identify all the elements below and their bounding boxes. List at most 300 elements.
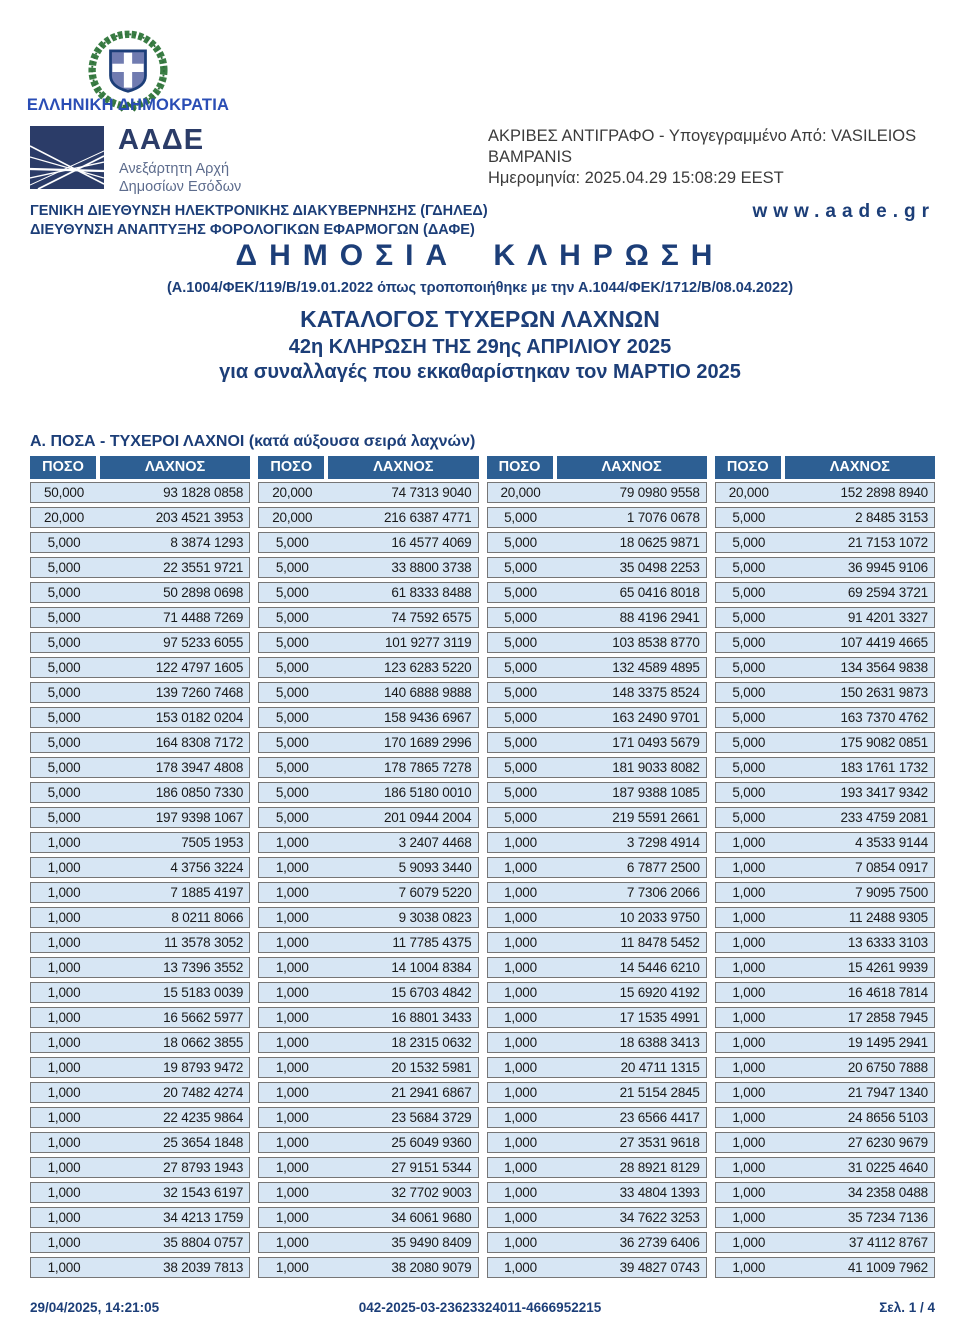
prize-amount: 1,000 xyxy=(732,1260,766,1275)
prize-amount: 5,000 xyxy=(275,710,309,725)
prize-amount: 5,000 xyxy=(504,785,537,800)
prize-amount: 5,000 xyxy=(504,685,537,700)
table-row-cell xyxy=(258,682,478,703)
prize-amount: 1,000 xyxy=(504,885,537,900)
table-group-4 xyxy=(715,456,935,1282)
winning-number: 11 7785 4375 xyxy=(392,935,472,950)
prize-amount: 5,000 xyxy=(504,635,537,650)
table-row-cell xyxy=(715,1132,935,1153)
winning-number: 178 7865 7278 xyxy=(384,760,472,775)
prize-amount: 1,000 xyxy=(504,1060,537,1075)
page-title: ΔΗΜΟΣΙΑ ΚΛΗΡΩΣΗ xyxy=(235,239,725,272)
draw-subtitle: για συναλλαγές που εκκαθαρίστηκαν τον ΜΑΡΤΙΟ 2025 xyxy=(219,361,741,383)
prize-amount: 1,000 xyxy=(47,960,81,975)
table-row-cell xyxy=(258,1107,478,1128)
table-row-cell xyxy=(30,932,250,953)
table-row-cell xyxy=(487,1257,707,1278)
table-row-cell xyxy=(487,807,707,828)
winning-number: 2 8485 3153 xyxy=(855,510,928,525)
table-row-cell xyxy=(30,832,250,853)
prize-amount: 1,000 xyxy=(47,1060,81,1075)
table-row-cell xyxy=(30,1057,250,1078)
table-row-cell xyxy=(715,907,935,928)
website-link[interactable]: www.aade.gr xyxy=(752,201,935,222)
table-row-cell xyxy=(715,957,935,978)
table-row-cell xyxy=(258,1132,478,1153)
table-row-cell xyxy=(258,532,478,553)
winning-number: 37 4112 8767 xyxy=(848,1235,928,1250)
prize-amount: 1,000 xyxy=(504,1235,537,1250)
table-row-cell xyxy=(487,682,707,703)
winning-number: 31 0225 4640 xyxy=(847,1160,928,1175)
table-row-cell xyxy=(30,882,250,903)
table-row-cell xyxy=(715,932,935,953)
prize-amount: 5,000 xyxy=(47,535,81,550)
winning-number: 35 0498 2253 xyxy=(619,560,700,575)
winning-number: 163 7370 4762 xyxy=(840,710,928,725)
winning-number: 10 2033 9750 xyxy=(619,910,700,925)
prize-amount: 5,000 xyxy=(732,610,766,625)
prize-amount: 1,000 xyxy=(47,935,81,950)
winning-number: 61 8333 8488 xyxy=(391,585,472,600)
directorate-line2: ΔΙΕΥΘΥΝΣΗ ΑΝΑΠΤΥΞΗΣ ΦΟΡΟΛΟΓΙΚΩΝ ΕΦΑΡΜΟΓΩΝ (ΔΑΦΕ) xyxy=(30,222,475,238)
table-row-cell xyxy=(258,557,478,578)
prize-amount: 1,000 xyxy=(504,860,537,875)
table-row-cell xyxy=(715,657,935,678)
winning-number: 163 2490 9701 xyxy=(612,710,700,725)
winning-number: 15 4261 9939 xyxy=(847,960,928,975)
prize-amount: 1,000 xyxy=(732,860,766,875)
aade-subtitle-line2: Δημοσίων Εσόδων xyxy=(119,179,242,195)
table-row-cell xyxy=(258,1232,478,1253)
winning-number: 183 1761 1732 xyxy=(840,760,928,775)
prize-amount: 5,000 xyxy=(732,585,766,600)
table-row-cell xyxy=(487,857,707,878)
prize-amount: 5,000 xyxy=(504,660,537,675)
table-row-cell xyxy=(487,1132,707,1153)
table-row-cell xyxy=(258,1082,478,1103)
signature-line1: ΑΚΡΙΒΕΣ ΑΝΤΙΓΡΑΦΟ - Υπογεγραμμένο Από: VASILEIOS BAMPANIS xyxy=(488,127,917,166)
prize-amount: 5,000 xyxy=(732,785,766,800)
table-row-cell xyxy=(487,732,707,753)
table-row-cell xyxy=(487,482,707,503)
republic-label: ΕΛΛΗΝΙΚΗ ΔΗΜΟΚΡΑΤΙΑ xyxy=(26,96,230,114)
prize-amount: 1,000 xyxy=(504,1160,537,1175)
table-group-2 xyxy=(258,456,478,1282)
table-group-header xyxy=(258,456,478,479)
winning-number: 197 9398 1067 xyxy=(155,810,244,825)
table-row-cell xyxy=(487,1182,707,1203)
table-row-cell xyxy=(30,632,250,653)
winning-number: 28 8921 8129 xyxy=(619,1160,700,1175)
amount-column-header: ΠΟΣΟ xyxy=(30,456,100,479)
prize-amount: 1,000 xyxy=(732,885,766,900)
prize-amount: 1,000 xyxy=(47,985,81,1000)
prize-amount: 1,000 xyxy=(732,1085,766,1100)
winning-number: 38 2080 9079 xyxy=(391,1260,472,1275)
prize-amount: 1,000 xyxy=(47,1135,81,1150)
prize-amount: 1,000 xyxy=(275,985,309,1000)
table-row-cell xyxy=(258,707,478,728)
section-title: Α. ΠΟΣΑ - ΤΥΧΕΡΟΙ ΛΑΧΝΟΙ (κατά αύξουσα σειρά λαχνών) xyxy=(30,433,476,450)
table-row-cell xyxy=(258,832,478,853)
table-row-cell xyxy=(30,807,250,828)
winning-number: 34 7622 3253 xyxy=(619,1210,700,1225)
table-row-cell xyxy=(30,1082,250,1103)
table-row-cell xyxy=(30,607,250,628)
winning-number: 16 4577 4069 xyxy=(391,535,472,550)
winning-number: 13 7396 3552 xyxy=(163,960,244,975)
winning-number: 17 2858 7945 xyxy=(847,1010,928,1025)
table-row-cell xyxy=(258,782,478,803)
prize-amount: 1,000 xyxy=(47,1185,81,1200)
winning-number: 23 6566 4417 xyxy=(619,1110,700,1125)
winning-number: 158 9436 6967 xyxy=(384,710,472,725)
prize-amount: 5,000 xyxy=(732,760,766,775)
table-row-cell xyxy=(715,1157,935,1178)
table-row-cell xyxy=(487,1057,707,1078)
prize-amount: 1,000 xyxy=(504,935,537,950)
table-row-cell xyxy=(258,1157,478,1178)
winning-number: 27 8793 1943 xyxy=(163,1160,244,1175)
table-row-cell xyxy=(715,1232,935,1253)
prize-amount: 5,000 xyxy=(732,635,766,650)
winning-number: 15 6920 4192 xyxy=(619,985,700,1000)
winning-number: 187 9388 1085 xyxy=(612,785,700,800)
table-row-cell xyxy=(715,682,935,703)
winning-number: 7 0854 0917 xyxy=(855,860,928,875)
table-row-cell xyxy=(715,507,935,528)
signature-block xyxy=(488,126,946,189)
prize-amount: 1,000 xyxy=(732,1185,766,1200)
footer-datetime: 29/04/2025, 14:21:05 xyxy=(30,1300,160,1315)
winning-number: 186 5180 0010 xyxy=(384,785,472,800)
winning-number: 216 6387 4771 xyxy=(384,510,472,525)
winning-number: 107 4419 4665 xyxy=(840,635,928,650)
table-row-cell xyxy=(487,582,707,603)
winning-number: 3 7298 4914 xyxy=(626,835,700,850)
table-row-cell xyxy=(715,482,935,503)
table-row-cell xyxy=(487,657,707,678)
winning-number: 4 3756 3224 xyxy=(170,860,244,875)
table-row-cell xyxy=(715,757,935,778)
prize-amount: 5,000 xyxy=(47,760,81,775)
prize-amount: 20,000 xyxy=(500,485,541,500)
winning-number: 33 4804 1393 xyxy=(619,1185,700,1200)
prize-amount: 1,000 xyxy=(732,985,766,1000)
prize-amount: 1,000 xyxy=(732,1110,766,1125)
table-row-cell xyxy=(258,932,478,953)
table-row-cell xyxy=(715,782,935,803)
prize-amount: 1,000 xyxy=(504,1010,537,1025)
prize-amount: 1,000 xyxy=(732,1235,766,1250)
table-row-cell xyxy=(258,1182,478,1203)
winning-number: 20 7482 4274 xyxy=(163,1085,244,1100)
winning-number: 171 0493 5679 xyxy=(612,735,700,750)
winning-number: 21 2941 6867 xyxy=(391,1085,472,1100)
prize-amount: 1,000 xyxy=(275,835,309,850)
prize-amount: 1,000 xyxy=(504,1035,537,1050)
winning-number: 32 1543 6197 xyxy=(163,1185,244,1200)
winning-number: 35 9490 8409 xyxy=(391,1235,472,1250)
catalog-title: ΚΑΤΑΛΟΓΟΣ ΤΥΧΕΡΩΝ ΛΑΧΝΩΝ xyxy=(300,306,660,332)
prize-amount: 1,000 xyxy=(47,1235,81,1250)
table-row-cell xyxy=(487,907,707,928)
table-row-cell xyxy=(30,1157,250,1178)
prize-amount: 1,000 xyxy=(47,910,81,925)
footer-page-label: Σελ. 1 / 4 xyxy=(879,1300,935,1315)
table-row-cell xyxy=(487,932,707,953)
table-row-cell xyxy=(487,782,707,803)
table-row-cell xyxy=(715,582,935,603)
winning-number: 201 0944 2004 xyxy=(384,810,472,825)
prize-amount: 1,000 xyxy=(275,1160,309,1175)
table-row-cell xyxy=(30,707,250,728)
winning-number: 164 8308 7172 xyxy=(155,735,244,750)
number-column-header: ΛΑΧΝΟΣ xyxy=(601,459,662,475)
prize-amount: 1,000 xyxy=(732,960,766,975)
table-row-cell xyxy=(258,1257,478,1278)
prize-amount: 5,000 xyxy=(47,810,81,825)
winning-number: 14 1004 8384 xyxy=(391,960,472,975)
table-group-header xyxy=(487,456,707,479)
winning-number: 36 9945 9106 xyxy=(847,560,928,575)
table-group-3 xyxy=(487,456,707,1282)
table-row-cell xyxy=(30,1007,250,1028)
prize-amount: 5,000 xyxy=(732,510,766,525)
winning-number: 140 6888 9888 xyxy=(384,685,472,700)
winning-number: 19 1495 2941 xyxy=(847,1035,928,1050)
table-group-header xyxy=(30,456,250,479)
prize-amount: 5,000 xyxy=(504,560,537,575)
prize-amount: 5,000 xyxy=(732,560,766,575)
table-row-cell xyxy=(715,1032,935,1053)
prize-amount: 1,000 xyxy=(47,1035,81,1050)
table-row-cell xyxy=(30,1232,250,1253)
prize-amount: 5,000 xyxy=(275,535,309,550)
table-row-cell xyxy=(715,1057,935,1078)
table-row-cell xyxy=(487,757,707,778)
number-column-header: ΛΑΧΝΟΣ xyxy=(373,459,434,475)
winning-number: 18 0662 3855 xyxy=(163,1035,244,1050)
winning-number: 65 0416 8018 xyxy=(619,585,700,600)
table-row-cell xyxy=(258,507,478,528)
prize-amount: 5,000 xyxy=(504,710,537,725)
prize-amount: 5,000 xyxy=(732,535,766,550)
winning-number: 18 2315 0632 xyxy=(391,1035,472,1050)
prize-amount: 5,000 xyxy=(732,735,766,750)
table-row-cell xyxy=(715,1207,935,1228)
winning-number: 16 5662 5977 xyxy=(163,1010,244,1025)
prize-amount: 5,000 xyxy=(47,735,81,750)
signature-line2: Ημερομηνία: 2025.04.29 15:08:29 EEST xyxy=(488,169,784,187)
table-row-cell xyxy=(715,557,935,578)
winning-number: 193 3417 9342 xyxy=(840,785,928,800)
table-row-cell xyxy=(258,1207,478,1228)
prize-amount: 1,000 xyxy=(275,1135,309,1150)
table-row-cell xyxy=(30,1182,250,1203)
table-row-cell xyxy=(30,732,250,753)
prize-amount: 1,000 xyxy=(504,910,537,925)
table-row-cell xyxy=(258,957,478,978)
table-row-cell xyxy=(715,807,935,828)
table-row-cell xyxy=(715,1107,935,1128)
winning-number: 233 4759 2081 xyxy=(840,810,928,825)
prize-amount: 1,000 xyxy=(47,835,81,850)
prize-amount: 1,000 xyxy=(275,910,309,925)
table-row-cell xyxy=(30,582,250,603)
winning-number: 170 1689 2996 xyxy=(384,735,472,750)
table-row-cell xyxy=(487,1207,707,1228)
table-row-cell xyxy=(258,982,478,1003)
winning-number: 203 4521 3953 xyxy=(155,510,244,525)
prize-amount: 5,000 xyxy=(275,785,309,800)
prize-amount: 1,000 xyxy=(47,1210,81,1225)
prize-amount: 1,000 xyxy=(504,1110,537,1125)
winning-number: 16 8801 3433 xyxy=(391,1010,472,1025)
winning-number: 16 4618 7814 xyxy=(847,985,928,1000)
winning-number: 7505 1953 xyxy=(181,835,244,850)
winning-number: 7 6079 5220 xyxy=(398,885,472,900)
prize-amount: 5,000 xyxy=(504,810,537,825)
table-row-cell xyxy=(30,982,250,1003)
winning-number: 36 2739 6406 xyxy=(619,1235,700,1250)
amount-column-header: ΠΟΣΟ xyxy=(715,456,785,479)
prize-amount: 5,000 xyxy=(504,760,537,775)
winning-number: 20 4711 1315 xyxy=(620,1060,700,1075)
winning-number: 17 1535 4991 xyxy=(619,1010,700,1025)
winning-number: 71 4488 7269 xyxy=(163,610,244,625)
winning-number: 11 2488 9305 xyxy=(848,910,928,925)
table-row-cell xyxy=(258,732,478,753)
winning-number: 21 7153 1072 xyxy=(847,535,928,550)
prize-amount: 1,000 xyxy=(275,885,309,900)
winning-number: 38 2039 7813 xyxy=(163,1260,244,1275)
winning-number: 93 1828 0858 xyxy=(163,485,244,500)
table-row-cell xyxy=(487,557,707,578)
winning-number: 69 2594 3721 xyxy=(847,585,928,600)
prize-amount: 1,000 xyxy=(47,1110,81,1125)
winning-number: 8 0211 8066 xyxy=(171,910,244,925)
prize-amount: 5,000 xyxy=(504,535,537,550)
prize-amount: 1,000 xyxy=(504,1185,537,1200)
winning-number: 123 6283 5220 xyxy=(384,660,472,675)
prize-amount: 5,000 xyxy=(732,660,766,675)
winning-number: 11 8478 5452 xyxy=(620,935,700,950)
prize-amount: 1,000 xyxy=(504,1085,537,1100)
winning-number: 21 7947 1340 xyxy=(847,1085,928,1100)
prize-amount: 20,000 xyxy=(272,510,313,525)
table-row-cell xyxy=(258,1057,478,1078)
prize-amount: 5,000 xyxy=(275,810,309,825)
winning-number: 5 9093 3440 xyxy=(398,860,472,875)
directorate-line1: ΓΕΝΙΚΗ ΔΙΕΥΘΥΝΣΗ ΗΛΕΚΤΡΟΝΙΚΗΣ ΔΙΑΚΥΒΕΡΝΗΣΗΣ (ΓΔΗΛΕΔ) xyxy=(30,203,488,219)
table-row-cell xyxy=(30,957,250,978)
table-row-cell xyxy=(715,1182,935,1203)
winning-number: 27 9151 5344 xyxy=(391,1160,472,1175)
winning-number: 1 7076 0678 xyxy=(626,510,700,525)
winning-number: 103 8538 8770 xyxy=(612,635,700,650)
winning-number: 7 1885 4197 xyxy=(170,885,244,900)
table-row-cell xyxy=(487,707,707,728)
table-row-cell xyxy=(487,607,707,628)
prize-amount: 5,000 xyxy=(275,635,309,650)
winning-number: 22 3551 9721 xyxy=(163,560,244,575)
prize-amount: 1,000 xyxy=(504,835,537,850)
prize-amount: 5,000 xyxy=(732,710,766,725)
table-row-cell xyxy=(715,707,935,728)
prize-amount: 1,000 xyxy=(275,1185,309,1200)
winning-number: 88 4196 2941 xyxy=(619,610,700,625)
table-row-cell xyxy=(715,607,935,628)
table-row-cell xyxy=(258,757,478,778)
winning-number: 27 6230 9679 xyxy=(847,1135,928,1150)
winning-number: 19 8793 9472 xyxy=(163,1060,244,1075)
winning-number: 74 7592 6575 xyxy=(391,610,472,625)
table-row-cell xyxy=(30,682,250,703)
winning-number: 6 7877 2500 xyxy=(626,860,700,875)
legal-reference: (Α.1004/ΦΕΚ/119/Β/19.01.2022 όπως τροποποιήθηκε με την Α.1044/ΦΕΚ/1712/Β/08.04.2022) xyxy=(166,280,794,296)
prize-amount: 1,000 xyxy=(275,935,309,950)
table-group-header xyxy=(715,456,935,479)
prize-amount: 1,000 xyxy=(275,1260,309,1275)
prize-amount: 5,000 xyxy=(275,560,309,575)
prize-amount: 1,000 xyxy=(47,1260,81,1275)
winning-number: 101 9277 3119 xyxy=(385,635,472,650)
table-row-cell xyxy=(258,607,478,628)
prize-amount: 5,000 xyxy=(275,585,309,600)
prize-amount: 1,000 xyxy=(275,960,309,975)
table-row-cell xyxy=(258,857,478,878)
directorate-block xyxy=(30,202,488,240)
winning-number: 33 8800 3738 xyxy=(391,560,472,575)
prize-amount: 1,000 xyxy=(732,1160,766,1175)
prize-amount: 1,000 xyxy=(275,1035,309,1050)
prize-amount: 5,000 xyxy=(275,685,309,700)
table-row-cell xyxy=(487,532,707,553)
aade-logo-icon xyxy=(30,126,104,189)
winning-number: 4 3533 9144 xyxy=(855,835,928,850)
prize-amount: 1,000 xyxy=(47,860,81,875)
table-row-cell xyxy=(715,982,935,1003)
table-group-1 xyxy=(30,456,250,1282)
prize-amount: 1,000 xyxy=(275,1010,309,1025)
aade-acronym: ΑΑΔΕ xyxy=(118,124,205,156)
table-row-cell xyxy=(258,1007,478,1028)
winning-number: 11 3578 3052 xyxy=(164,935,244,950)
table-row-cell xyxy=(30,482,250,503)
prize-amount: 1,000 xyxy=(732,1010,766,1025)
prize-amount: 1,000 xyxy=(47,885,81,900)
table-row-cell xyxy=(487,1082,707,1103)
prize-amount: 1,000 xyxy=(732,935,766,950)
table-row-cell xyxy=(258,632,478,653)
winning-number: 150 2631 9873 xyxy=(840,685,928,700)
table-row-cell xyxy=(715,832,935,853)
prize-amount: 1,000 xyxy=(732,1135,766,1150)
amount-column-header: ΠΟΣΟ xyxy=(487,456,557,479)
number-column-header: ΛΑΧΝΟΣ xyxy=(144,459,206,475)
prize-amount: 5,000 xyxy=(47,685,81,700)
winning-number: 15 6703 4842 xyxy=(391,985,472,1000)
table-row-cell xyxy=(487,1007,707,1028)
winning-number: 152 2898 8940 xyxy=(840,485,928,500)
winning-number: 41 1009 7962 xyxy=(847,1260,928,1275)
table-row-cell xyxy=(30,1207,250,1228)
winning-number: 18 0625 9871 xyxy=(619,535,700,550)
prize-amount: 50,000 xyxy=(43,485,85,500)
prize-amount: 1,000 xyxy=(732,1060,766,1075)
